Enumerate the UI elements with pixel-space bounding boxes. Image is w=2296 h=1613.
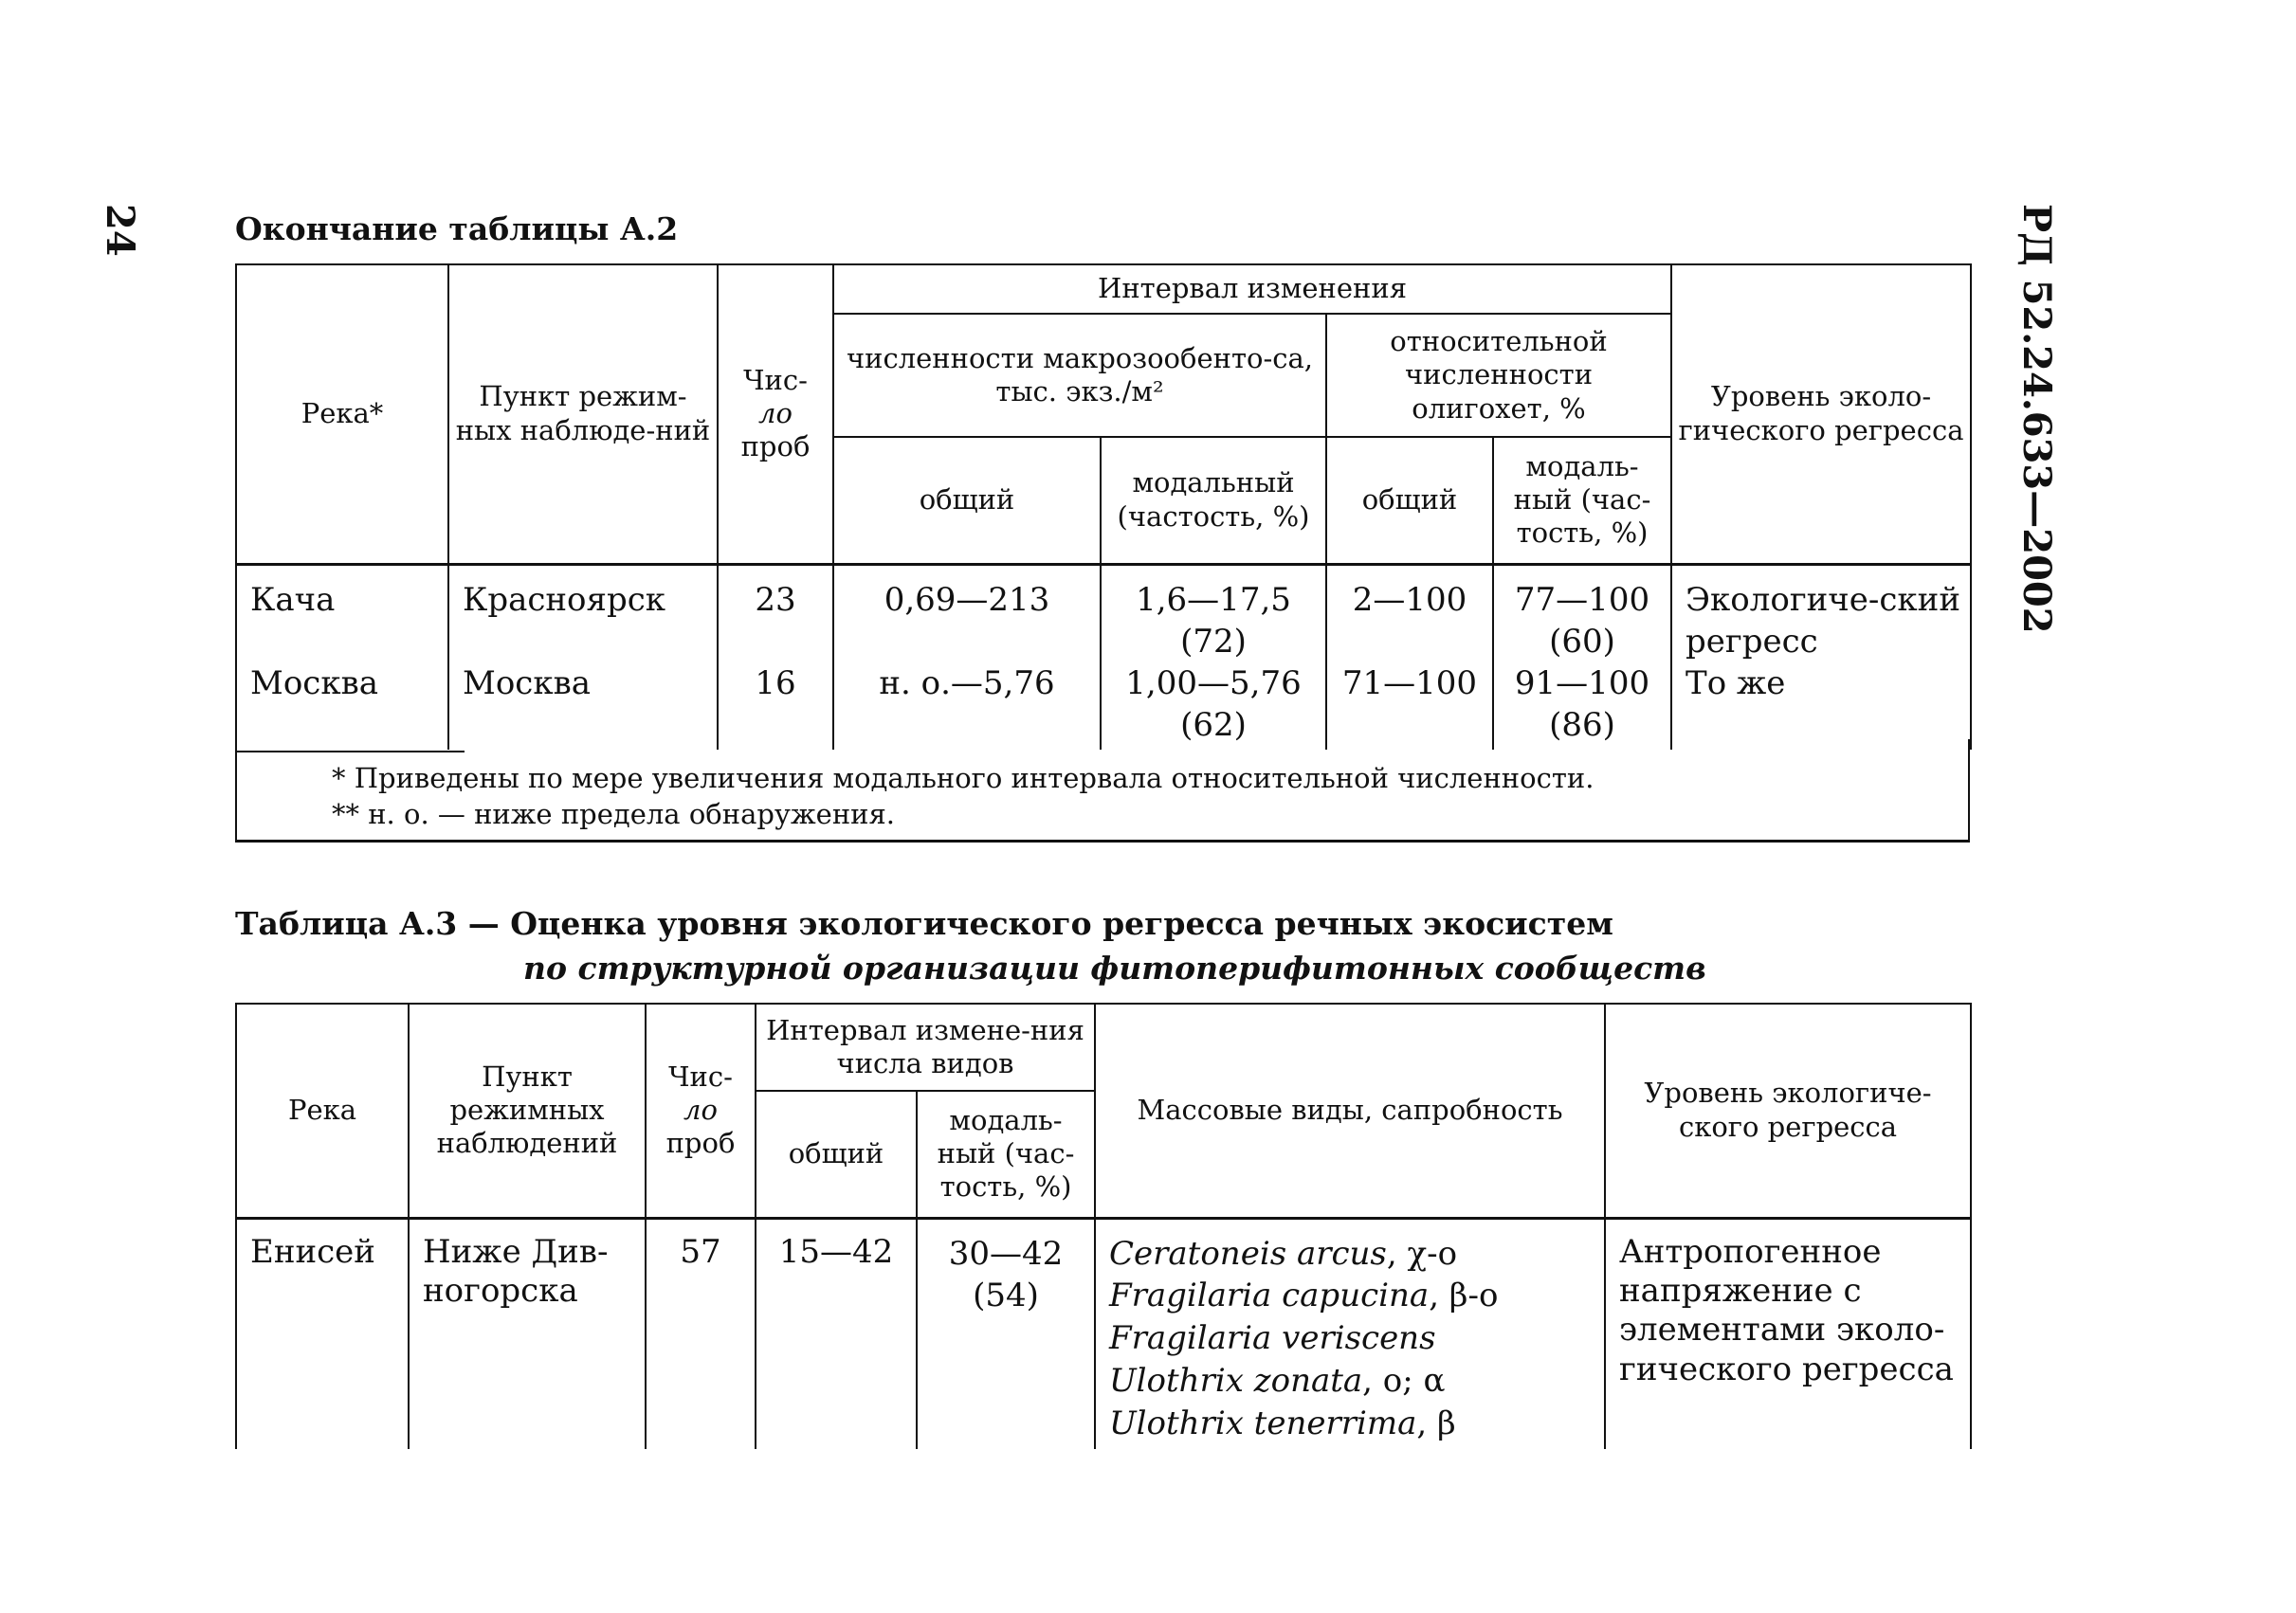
header-abundance: численности макрозообенто-са, тыс. экз./м² bbox=[833, 314, 1326, 437]
header-samples-l1: Чис- bbox=[668, 1060, 733, 1093]
cell-samples: 57 bbox=[646, 1218, 756, 1449]
footnote-1: * Приведены по мере увеличения модального интервала относительной численности. bbox=[332, 762, 1594, 794]
rel-modal-freq-1: (60) bbox=[1549, 622, 1615, 661]
footnote-separator bbox=[237, 751, 465, 752]
table3-caption-line1: Таблица А.3 — Оценка уровня экологического регресса речных экосистем bbox=[235, 905, 1613, 942]
table-row bbox=[236, 1218, 1971, 1449]
header-species: Массовые виды, сапробность bbox=[1095, 1004, 1605, 1218]
level-2: То же bbox=[1686, 663, 1786, 702]
river-1: Кача bbox=[250, 580, 336, 619]
species-item bbox=[1109, 1317, 1598, 1360]
header-level: Уровень экологиче-ского регресса bbox=[1605, 1004, 1971, 1218]
rel-modal-1: 77—100 bbox=[1514, 580, 1650, 619]
species-item bbox=[1109, 1360, 1598, 1403]
cell-modal bbox=[917, 1218, 1095, 1449]
header-relative: относительной численности олигохет, % bbox=[1326, 314, 1671, 437]
cell-abund-modal bbox=[1101, 564, 1326, 750]
modal-freq: (54) bbox=[973, 1276, 1039, 1314]
header-river: Река bbox=[236, 1004, 409, 1218]
header-samples bbox=[646, 1004, 756, 1218]
header-samples bbox=[718, 264, 833, 564]
modal-range: 30—42 bbox=[948, 1234, 1064, 1273]
point-2: Москва bbox=[463, 663, 591, 702]
cell-river bbox=[236, 564, 448, 750]
header-river: Река* bbox=[236, 264, 448, 564]
abund-modal-freq-1: (72) bbox=[1180, 622, 1247, 661]
cell-point bbox=[448, 564, 718, 750]
abund-modal-1: 1,6—17,5 bbox=[1136, 580, 1291, 619]
page-number: 24 bbox=[98, 204, 142, 257]
header-interval: Интервал измене-ния числа видов bbox=[756, 1004, 1095, 1091]
species-item bbox=[1109, 1403, 1598, 1445]
cell-river: Енисей bbox=[236, 1218, 409, 1449]
header-samples-l3: проб bbox=[665, 1127, 736, 1160]
species-item bbox=[1109, 1233, 1598, 1276]
header-point: Пункт режимных наблюдений bbox=[409, 1004, 646, 1218]
species-name: Ulothrix zonata bbox=[1109, 1362, 1363, 1401]
header-samples-l2: ло bbox=[758, 397, 793, 430]
table-a2 bbox=[235, 263, 1972, 750]
species-saprobity: , β bbox=[1416, 1405, 1456, 1442]
species-name: Fragilaria capucina bbox=[1109, 1277, 1430, 1315]
header-level: Уровень эколо-гического регресса bbox=[1671, 264, 1971, 564]
rel-modal-freq-2: (86) bbox=[1549, 706, 1615, 745]
header-general-2: общий bbox=[1326, 437, 1493, 564]
level-1: Экологиче-ский регресс bbox=[1686, 580, 1960, 661]
header-modal-1: модальный (частость, %) bbox=[1101, 437, 1326, 564]
cell-general: 15—42 bbox=[756, 1218, 917, 1449]
table2-footnotes bbox=[235, 739, 1970, 843]
header-general: общий bbox=[756, 1091, 917, 1218]
document-code: РД 52.24.633—2002 bbox=[2014, 204, 2059, 634]
cell-rel-modal bbox=[1493, 564, 1671, 750]
cell-species bbox=[1095, 1218, 1605, 1449]
cell-level bbox=[1671, 564, 1971, 750]
table-a3 bbox=[235, 1003, 1972, 1449]
header-samples-l3: проб bbox=[740, 430, 811, 463]
table2-caption: Окончание таблицы А.2 bbox=[235, 210, 679, 247]
species-name: Ulothrix tenerrima bbox=[1109, 1405, 1417, 1442]
cell-abund-general bbox=[833, 564, 1101, 750]
cell-point: Ниже Див-ногорска bbox=[409, 1218, 646, 1449]
header-point: Пункт режим-ных наблюде-ний bbox=[448, 264, 718, 564]
river-2: Москва bbox=[250, 663, 378, 702]
species-name: Fragilaria veriscens bbox=[1109, 1319, 1436, 1358]
header-modal-2: модаль-ный (час-тость, %) bbox=[1493, 437, 1671, 564]
cell-level: Антропогенное напряжение с элементами эколо-гического регресса bbox=[1605, 1218, 1971, 1449]
species-saprobity: , β-о bbox=[1429, 1277, 1499, 1315]
point-1: Красноярск bbox=[463, 580, 666, 619]
header-modal: модаль-ный (час-тость, %) bbox=[917, 1091, 1095, 1218]
footnote-2: ** н. о. — ниже предела обнаружения. bbox=[332, 798, 895, 830]
header-samples-l2: ло bbox=[683, 1094, 718, 1127]
abund-general-2: н. о.—5,76 bbox=[879, 663, 1055, 702]
rel-general-1: 2—100 bbox=[1352, 580, 1467, 619]
species-saprobity: , о; α bbox=[1362, 1362, 1446, 1401]
cell-rel-general bbox=[1326, 564, 1493, 750]
table3-caption-line2: по структурной организации фитоперифитонных сообществ bbox=[523, 950, 1706, 987]
rel-general-2: 71—100 bbox=[1341, 663, 1478, 702]
abund-modal-freq-2: (62) bbox=[1180, 706, 1247, 745]
samples-2: 16 bbox=[755, 663, 796, 702]
samples-1: 23 bbox=[755, 580, 796, 619]
header-samples-l1: Чис- bbox=[743, 363, 808, 396]
abund-general-1: 0,69—213 bbox=[884, 580, 1050, 619]
rel-modal-2: 91—100 bbox=[1514, 663, 1650, 702]
header-interval: Интервал изменения bbox=[833, 264, 1671, 314]
header-general-1: общий bbox=[833, 437, 1101, 564]
species-saprobity: , χ-о bbox=[1386, 1234, 1458, 1273]
cell-samples bbox=[718, 564, 833, 750]
species-name: Ceratoneis arcus bbox=[1109, 1234, 1387, 1273]
species-item bbox=[1109, 1275, 1598, 1317]
table-row bbox=[236, 564, 1971, 750]
abund-modal-2: 1,00—5,76 bbox=[1125, 663, 1302, 702]
